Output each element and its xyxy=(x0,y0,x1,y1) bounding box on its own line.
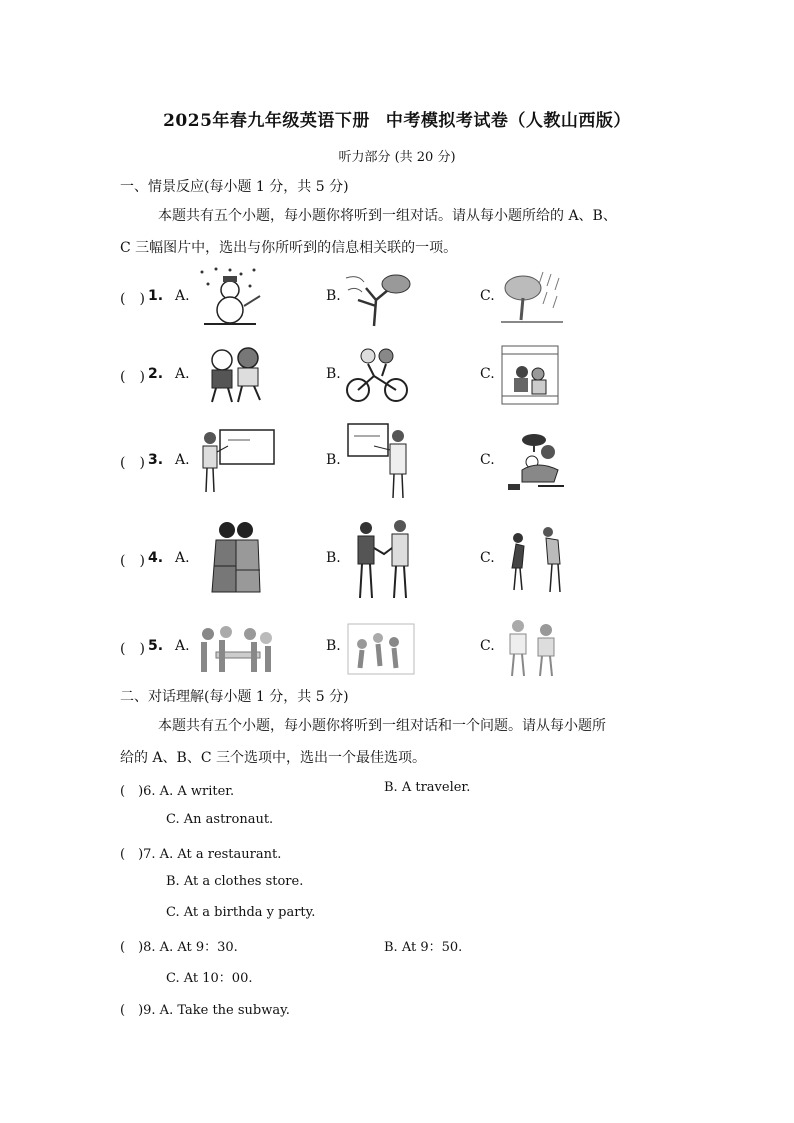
kids-walking-picture[interactable] xyxy=(196,344,270,406)
option-c-label: C. xyxy=(480,288,495,304)
section1-instructions xyxy=(120,200,680,264)
question-number: 2. xyxy=(148,366,164,382)
question-8-option-a[interactable]: ( )8. A. At 9：30. xyxy=(120,940,238,955)
option-c-label: C. xyxy=(480,550,495,566)
option-b-label: B. xyxy=(326,550,341,566)
question-8-option-c[interactable]: C. At 10：00. xyxy=(166,971,253,986)
question-row-2 xyxy=(0,344,794,408)
question-6-option-c[interactable]: C. An astronaut. xyxy=(166,812,274,827)
question-number: 1. xyxy=(148,288,164,304)
option-a-label: A. xyxy=(175,366,190,382)
option-c-label: C. xyxy=(480,366,495,382)
question-number: 4. xyxy=(148,550,164,566)
page-subtitle: 听力部分 (共 20 分) xyxy=(338,150,456,165)
two-people-talking-picture[interactable] xyxy=(504,618,560,678)
question-6-option-a[interactable]: ( )6. A. A writer. xyxy=(120,784,235,799)
option-c-label: C. xyxy=(480,638,495,654)
answer-blank[interactable]: ( ) xyxy=(120,455,145,471)
section2-heading: 二、对话理解(每小题 1 分，共 5 分) xyxy=(120,689,349,705)
page-title xyxy=(0,106,794,131)
question-number: 3. xyxy=(148,452,164,468)
answer-blank[interactable]: ( ) xyxy=(120,641,145,657)
answer-blank[interactable]: ( ) xyxy=(120,553,145,569)
group-at-table-picture[interactable] xyxy=(198,622,276,676)
math-teacher-picture[interactable] xyxy=(198,424,278,496)
option-b-label: B. xyxy=(326,288,341,304)
option-a-label: A. xyxy=(175,638,190,654)
question-9-option-a[interactable]: ( )9. A. Take the subway. xyxy=(120,1003,290,1018)
question-7-option-c[interactable]: C. At a birthda y party. xyxy=(166,905,316,920)
section1-instr-line1: 本题共有五个小题，每小题你将听到一组对话。请从每小题所给的 A、B、 xyxy=(158,208,617,224)
question-number: 5. xyxy=(148,638,164,654)
option-a-label: A. xyxy=(175,452,190,468)
title-part1: 2025年春九年级英语下册 xyxy=(163,111,370,131)
section2-instructions xyxy=(120,710,680,774)
section1-instr-line2: C 三幅图片中，选出与你所听到的信息相关联的一项。 xyxy=(120,240,458,256)
dentist-picture[interactable] xyxy=(504,430,576,492)
snowman-picture[interactable] xyxy=(196,266,262,328)
abc-teacher-picture[interactable] xyxy=(346,422,412,500)
question-7-option-a[interactable]: ( )7. A. At a restaurant. xyxy=(120,847,282,862)
option-b-label: B. xyxy=(326,638,341,654)
kids-cycling-picture[interactable] xyxy=(344,346,410,404)
handshake-picture[interactable] xyxy=(352,520,416,600)
answer-blank[interactable]: ( ) xyxy=(120,291,145,307)
bowing-greeting-picture[interactable] xyxy=(504,524,572,594)
section2-instr-line1: 本题共有五个小题，每小题你将听到一组对话和一个问题。请从每小题所 xyxy=(158,718,606,734)
children-playing-picture[interactable] xyxy=(346,622,416,676)
cheek-kiss-greeting-picture[interactable] xyxy=(208,520,264,596)
windy-tree-picture[interactable] xyxy=(344,270,414,328)
answer-blank[interactable]: ( ) xyxy=(120,369,145,385)
question-row-1 xyxy=(0,266,794,330)
section1-heading: 一、情景反应(每小题 1 分，共 5 分) xyxy=(120,179,349,195)
option-a-label: A. xyxy=(175,288,190,304)
section2-instr-line2: 给的 A、B、C 三个选项中，选出一个最佳选项。 xyxy=(120,750,427,766)
question-row-3 xyxy=(0,422,794,502)
question-7-option-b[interactable]: B. At a clothes store. xyxy=(166,874,304,889)
title-part2: 中考模拟考试卷（人教山西版） xyxy=(385,111,631,131)
option-c-label: C. xyxy=(480,452,495,468)
subway-riders-picture[interactable] xyxy=(500,344,560,406)
option-a-label: A. xyxy=(175,550,190,566)
question-8-option-b[interactable]: B. At 9：50. xyxy=(384,940,463,955)
question-row-5 xyxy=(0,618,794,680)
question-6-option-b[interactable]: B. A traveler. xyxy=(384,780,471,795)
rainy-tree-picture[interactable] xyxy=(497,268,565,328)
question-row-4 xyxy=(0,520,794,600)
option-b-label: B. xyxy=(326,452,341,468)
option-b-label: B. xyxy=(326,366,341,382)
